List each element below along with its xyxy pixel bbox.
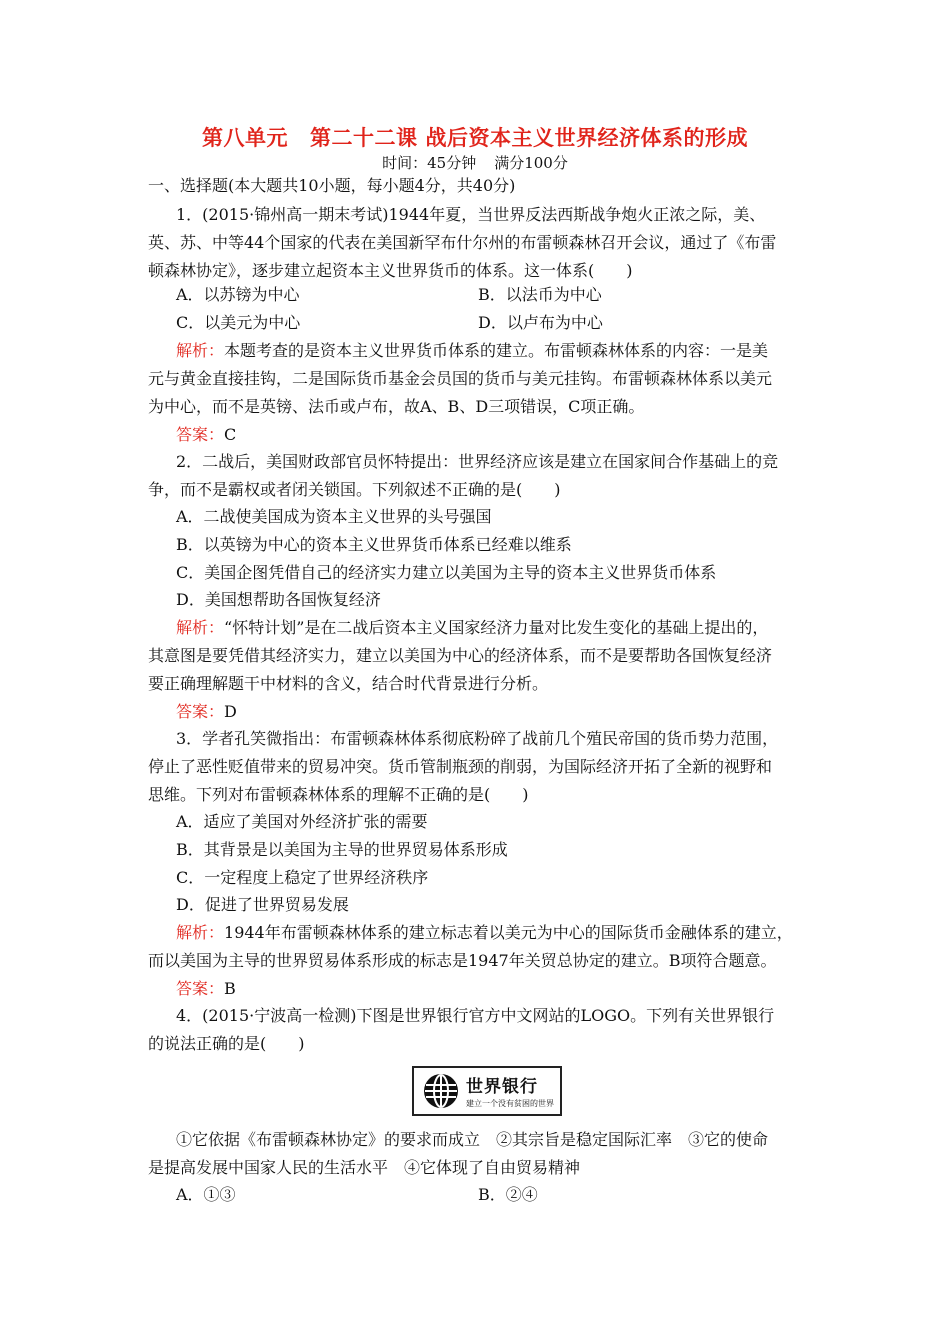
q3-analysis-line: 而以美国为主导的世界贸易体系形成的标志是1947年关贸总协定的建立。B项符合题意。 xyxy=(148,951,777,970)
q3-option-c: C．一定程度上稳定了世界经济秩序 xyxy=(176,868,429,887)
q3-option-d: D．促进了世界贸易发展 xyxy=(176,895,349,914)
answer-label: 答案： xyxy=(176,425,225,444)
q4-stem-line: 4．(2015·宁波高一检测)下图是世界银行官方中文网站的LOGO。下列有关世界银行 xyxy=(176,1006,775,1025)
title-unit: 第八单元 xyxy=(202,125,288,150)
q1-option-b: B．以法币为中心 xyxy=(478,285,602,304)
q1-analysis-line: 为中心，而不是英镑、法币或卢布，故A、B、D三项错误，C项正确。 xyxy=(148,397,645,416)
q3-option-b: B．其背景是以美国为主导的世界贸易体系形成 xyxy=(176,840,508,859)
title-lesson: 第二十二课 xyxy=(310,125,418,150)
q1-stem-line: 1．(2015·锦州高一期末考试)1944年夏，当世界反法西斯战争炮火正浓之际，美、 xyxy=(176,205,766,224)
q1-option-c: C．以美元为中心 xyxy=(176,313,301,332)
analysis-label: 解析： xyxy=(176,341,225,360)
answer-value: D xyxy=(224,702,237,721)
q3-answer xyxy=(176,979,236,999)
q4-stem-line: 的说法正确的是( ) xyxy=(148,1034,305,1053)
q4-statements-line: 是提高发展中国家人民的生活水平 ④它体现了自由贸易精神 xyxy=(148,1158,581,1177)
section-heading: 一、选择题(本大题共10小题，每小题4分，共40分) xyxy=(148,176,516,195)
q1-stem-line: 英、苏、中等44个国家的代表在美国新罕布什尔州的布雷顿森林召开会议，通过了《布雷 xyxy=(148,233,777,252)
q2-option-c: C．美国企图凭借自己的经济实力建立以美国为主导的资本主义世界货币体系 xyxy=(176,563,717,582)
q3-stem-line: 3．学者孔笑微指出：布雷顿森林体系彻底粉碎了战前几个殖民帝国的货币势力范围， xyxy=(176,729,779,748)
q2-analysis-line: 其意图是要凭借其经济实力，建立以美国为中心的经济体系，而不是要帮助各国恢复经济 xyxy=(148,646,773,665)
analysis-text: 本题考查的是资本主义世界货币体系的建立。布雷顿森林体系的内容：一是美 xyxy=(224,341,769,360)
q2-stem-line: 2．二战后，美国财政部官员怀特提出：世界经济应该是建立在国家间合作基础上的竞 xyxy=(176,452,779,471)
q2-answer xyxy=(176,702,237,722)
exam-info xyxy=(0,152,950,173)
q2-analysis-line xyxy=(176,618,768,638)
q2-option-a: A．二战使美国成为资本主义世界的头号强国 xyxy=(176,507,492,526)
analysis-label: 解析： xyxy=(176,618,225,637)
world-bank-logo xyxy=(412,1066,562,1116)
q1-stem-line: 顿森林协定》，逐步建立起资本主义世界货币的体系。这一体系( ) xyxy=(148,261,633,280)
analysis-text: “怀特计划”是在二战后资本主义国家经济力量对比发生变化的基础上提出的， xyxy=(224,618,769,637)
time-limit: 时间：45分钟 xyxy=(382,154,477,172)
analysis-label: 解析： xyxy=(176,923,225,942)
q4-option-b: B．②④ xyxy=(478,1185,538,1204)
answer-value: B xyxy=(224,979,236,998)
answer-label: 答案： xyxy=(176,702,225,721)
q1-option-a: A．以苏镑为中心 xyxy=(176,285,300,304)
full-score: 满分100分 xyxy=(494,154,568,172)
title-topic: 战后资本主义世界经济体系的形成 xyxy=(425,125,748,150)
q1-option-d: D．以卢布为中心 xyxy=(478,313,603,332)
q1-answer xyxy=(176,425,236,445)
q2-option-d: D．美国想帮助各国恢复经济 xyxy=(176,590,381,609)
answer-value: C xyxy=(224,425,237,444)
q1-analysis-line: 元与黄金直接挂钩，二是国际货币基金会员国的货币与美元挂钩。布雷顿森林体系以美元 xyxy=(148,369,773,388)
q3-stem-line: 停止了恶性贬值带来的贸易冲突。货币管制瓶颈的削弱，为国际经济开拓了全新的视野和 xyxy=(148,757,773,776)
q4-option-a: A．①③ xyxy=(176,1185,236,1204)
q3-analysis-line xyxy=(176,923,793,943)
q1-analysis-line xyxy=(176,341,768,361)
q2-option-b: B．以英镑为中心的资本主义世界货币体系已经难以维系 xyxy=(176,535,572,554)
globe-icon xyxy=(422,1072,460,1110)
page-title xyxy=(0,122,950,152)
logo-slogan: 建立一个没有贫困的世界 xyxy=(466,1099,554,1108)
q3-stem-line: 思维。下列对布雷顿森林体系的理解不正确的是( ) xyxy=(148,785,529,804)
logo-name: 世界银行 xyxy=(466,1077,538,1097)
q2-stem-line: 争，而不是霸权或者闭关锁国。下列叙述不正确的是( ) xyxy=(148,480,561,499)
q3-option-a: A．适应了美国对外经济扩张的需要 xyxy=(176,812,428,831)
answer-label: 答案： xyxy=(176,979,225,998)
analysis-text: 1944年布雷顿森林体系的建立标志着以美元为中心的国际货币金融体系的建立， xyxy=(224,923,793,942)
q4-statements-line: ①它依据《布雷顿森林协定》的要求而成立 ②其宗旨是稳定国际汇率 ③它的使命 xyxy=(176,1130,769,1149)
q2-analysis-line: 要正确理解题干中材料的含义，结合时代背景进行分析。 xyxy=(148,674,549,693)
